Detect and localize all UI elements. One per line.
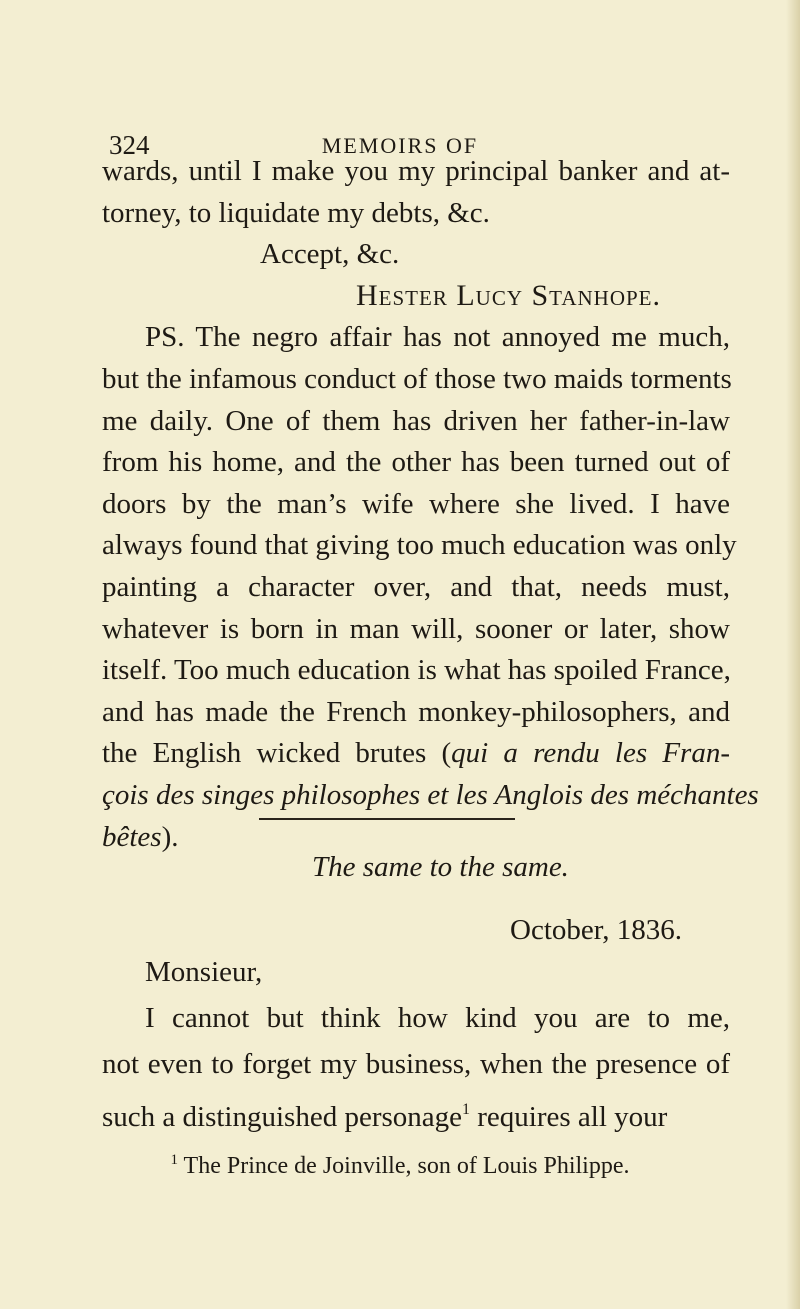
italic-text: qui a rendu les Fran-: [451, 737, 730, 770]
italic-text: çois des singes philosophes et les Anglois des méchantes: [102, 779, 759, 811]
text-line: whatever is born in man will, sooner or later, show: [102, 612, 730, 645]
text-line: from his home, and the other has been turned out of: [102, 446, 730, 479]
text-line: [102, 777, 759, 813]
text-line: me daily. One of them has driven her father-in-law: [102, 404, 730, 437]
footnote: [0, 1145, 800, 1181]
text-line: always found that giving too much education was only: [102, 529, 737, 562]
running-head: MEMOIRS OF: [321, 133, 479, 158]
text-line: and has made the French monkey-philosophers, and: [102, 695, 730, 728]
section-divider: [259, 818, 515, 820]
text-line: doors by the man’s wife where she lived. I have: [102, 487, 730, 520]
text-line: but the infamous conduct of those two maids torments: [102, 363, 732, 395]
heading-text: The same to the same.: [312, 851, 569, 883]
text-run: ).: [161, 820, 179, 853]
text-run: requires all your: [470, 1101, 668, 1133]
text-line: not even to forget my business, when the presence of: [102, 1048, 730, 1080]
text-line: [102, 1092, 742, 1135]
text-line: painting a character over, and that, needs must,: [102, 571, 730, 603]
letter-heading: [312, 849, 800, 885]
signature: Hester Lucy Stanhope.: [356, 278, 661, 312]
text-line: itself. Too much education is what has spoiled France,: [102, 654, 731, 687]
salutation: Monsieur,: [145, 956, 263, 988]
footnote-marker: 1: [170, 1152, 178, 1168]
page-edge-shadow: [786, 0, 800, 1309]
footnote-text: The Prince de Joinville, son of Louis Philippe.: [177, 1153, 630, 1179]
text-line: [102, 735, 730, 771]
footnote-marker: 1: [462, 1101, 471, 1118]
text-run: the English wicked brutes (: [102, 737, 452, 770]
page-number: 324: [109, 130, 150, 160]
text-line: PS. The negro affair has not annoyed me much,: [145, 321, 730, 354]
text-line: torney, to liquidate my debts, &c.: [102, 196, 490, 229]
text-run: such a distinguished personage: [102, 1101, 463, 1133]
text-line: wards, until I make you my principal banker and at-: [102, 155, 730, 187]
italic-text: bêtes: [102, 820, 162, 853]
text-line: Accept, &c.: [260, 238, 400, 271]
letter-date: October, 1836.: [510, 914, 682, 946]
text-line: I cannot but think how kind you are to me,: [145, 1002, 730, 1034]
